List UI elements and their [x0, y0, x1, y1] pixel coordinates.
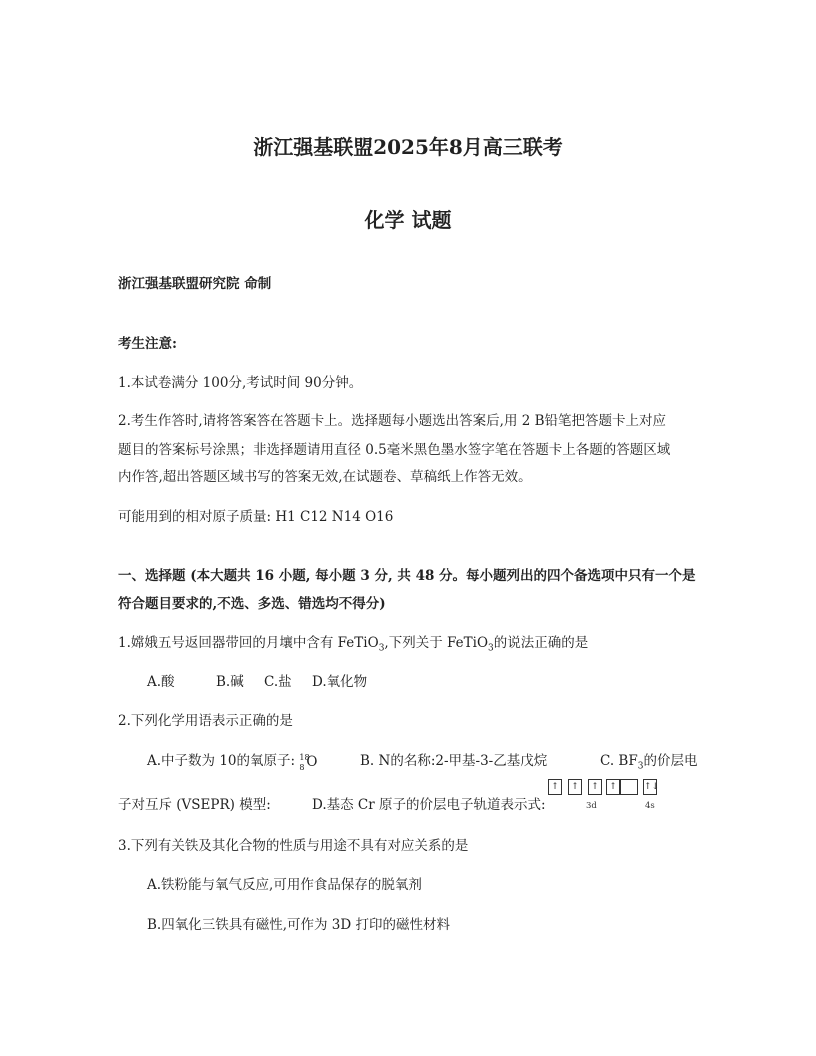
notice-item-1: 1.本试卷满分 100分,考试时间 90分钟。 — [118, 375, 363, 391]
q1-stem-part-b: ,下列关于 FeTiO — [384, 635, 489, 651]
isotope-element: O — [306, 754, 318, 770]
q2-option-c-part-b: 的价层电 — [643, 753, 698, 769]
orbital-4s-box: ↑↓ — [643, 779, 657, 795]
orbital-3d-box-5 — [620, 779, 638, 795]
q2-option-a-text: A.中子数为 10的氧原子: — [147, 753, 300, 769]
q3-option-a: A.铁粉能与氧气反应,可用作食品保存的脱氧剂 — [147, 877, 422, 893]
orbital-3d-box-3: ↑ — [588, 779, 602, 795]
orbital-3d-box-2: ↑ — [568, 779, 582, 795]
oxygen-isotope-symbol — [299, 752, 318, 772]
q1-option-b: B.碱 — [216, 674, 244, 690]
question-1-stem — [118, 633, 588, 653]
cr-orbital-diagram — [548, 779, 668, 815]
q2-option-d: D.基态 Cr 原子的价层电子轨道表示式: — [312, 797, 546, 813]
atomic-masses: 可能用到的相对原子质量: H1 C12 N14 O16 — [118, 509, 394, 525]
q3-option-b: B.四氧化三铁具有磁性,可作为 3D 打印的磁性材料 — [147, 917, 450, 933]
orbital-label-3d: 3d — [586, 801, 597, 811]
q2-option-c-continued: 子对互斥 (VSEPR) 模型: — [118, 797, 271, 813]
q2-option-a — [147, 751, 318, 772]
q1-option-c: C.盐 — [264, 674, 292, 690]
isotope-mass-number: 18 — [299, 753, 310, 762]
q1-option-a: A.酸 — [147, 674, 175, 690]
orbital-label-4s: 4s — [645, 801, 655, 811]
section-1-heading-line-1: 一、选择题 (本大题共 16 小题, 每小题 3 分, 共 48 分。每小题列出的四个备选项中只有一个是 — [118, 568, 696, 584]
orbital-3d-box-4: ↑ — [606, 779, 620, 795]
question-3-stem: 3.下列有关铁及其化合物的性质与用途不具有对应关系的是 — [118, 838, 469, 854]
exam-subtitle: 化学 试题 — [364, 208, 452, 232]
q1-stem-part-a: 1.嫦娥五号返回器带回的月壤中含有 FeTiO — [118, 635, 379, 651]
q2-option-c — [600, 751, 697, 771]
orbital-3d-box-1: ↑ — [548, 779, 562, 795]
q1-option-d: D.氧化物 — [312, 674, 368, 690]
notice-item-2-line-1: 2.考生作答时,请将答案答在答题卡上。选择题每小题选出答案后,用 2 B铅笔把答题卡上对应 — [118, 413, 667, 429]
notice-heading: 考生注意: — [118, 336, 177, 352]
q1-sub-b: 3 — [488, 643, 494, 654]
question-2-stem: 2.下列化学用语表示正确的是 — [118, 713, 293, 729]
q1-stem-part-c: 的说法正确的是 — [493, 635, 589, 651]
issuer: 浙江强基联盟研究院 命制 — [118, 276, 272, 292]
notice-item-2-line-3: 内作答,超出答题区域书写的答案无效,在试题卷、草稿纸上作答无效。 — [118, 469, 532, 485]
section-1-heading-line-2: 符合题目要求的,不选、多选、错选均不得分) — [118, 596, 386, 612]
notice-item-2-line-2: 题目的答案标号涂黑；非选择题请用直径 0.5毫米黑色墨水签字笔在答题卡上各题的答题区域 — [118, 442, 671, 458]
q2-option-c-sub: 3 — [637, 761, 644, 772]
exam-title: 浙江强基联盟2025年8月高三联考 — [253, 135, 563, 159]
q1-sub-a: 3 — [378, 643, 385, 654]
isotope-atomic-number: 8 — [299, 763, 305, 772]
q2-option-b: B. N的名称:2-甲基-3-乙基戊烷 — [360, 753, 548, 769]
q2-option-c-part-a: C. BF — [600, 753, 638, 769]
